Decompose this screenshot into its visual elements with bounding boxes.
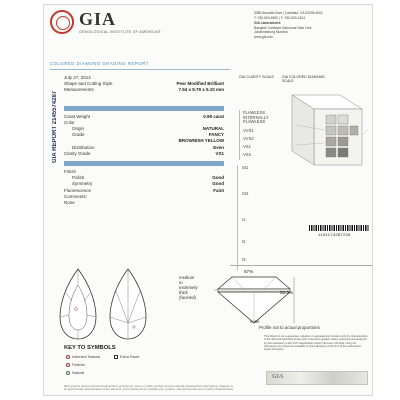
clarity-label: Clarity Grade [64,150,91,156]
pavilion-view-diagram [110,269,146,339]
scale-vs1: VS1 [243,144,251,149]
scale-i2: I2 [242,239,246,244]
additional-info-bar [64,161,224,166]
address-line2: T: 760-603-4500 | F: 760-603-1814 [254,15,306,20]
address-line1: 5355 Armada Drive | Carlsbad, CA 92008-4602 [254,11,323,15]
girdle-label-2: to [179,280,183,285]
clarity-value: VS1 [215,150,224,156]
lab-address [254,11,323,40]
report-number: GIA REPORT 2145574287 [52,90,58,163]
key-feather: Feather [66,363,85,367]
key-extra-facet: Extra Facet [114,355,139,359]
key-indented-natural: Indented Natural [66,355,100,359]
color-label: Color [64,119,75,125]
origin-label: Origin [72,126,85,132]
girdle-label-3: extremely [179,285,198,290]
header-divider [50,69,230,70]
lab-website: www.gia.edu [254,34,273,39]
culet-label: none [250,319,260,324]
symbols-fine-print: Red symbols denote internal characteristics (inclusions). Green or black symbols denote external characteristics (blemishes). Diagram is an approximate representation of the diamond, and symbols shown indicate type, position, and approximate size of clarity characteristics. [64,384,234,392]
clarity-scale-title: GIA CLARITY SCALE [239,75,274,79]
grade-value-2: BROWNISH YELLOW [178,138,224,144]
symmetry-value: Good [212,181,224,187]
feather-symbol-icon [66,363,70,367]
polish-value: Good [212,175,224,181]
color-scale-title: GIA COLORED DIAMOND SCALE [282,75,325,84]
grading-report-page [43,4,373,396]
report-barcode [309,225,369,231]
report-number-vertical [52,75,61,165]
girdle-label [179,275,198,300]
scale-si1: SI1 [242,165,249,170]
proportion-profile-diagram [194,267,314,325]
girdle-label-1: medium [179,275,195,280]
labs-line2: Johannesburg Mumbai [254,30,288,35]
natural-symbol-icon [66,371,70,375]
labs-label: GIA Laboratories [254,21,281,26]
polish-label: Polish [72,175,85,181]
extra-facet-symbol-icon [114,355,118,359]
distribution-label: Distribution [72,144,95,150]
symmetry-label: Symmetry [72,181,93,187]
depth-percentage: 53.5% [280,290,294,295]
clarity-scale [239,110,279,160]
clarity-row [64,151,224,157]
scale-flawless: FLAWLESS [243,110,266,115]
shape-label: Shape and Cutting Style [64,81,113,87]
measurements-value: 7.54 x 9.79 x 5.10 mm [178,87,224,93]
barcode-number: 1102174287226 [318,232,351,237]
crown-view-diagram [60,269,96,339]
report-details [64,75,224,206]
report-date: July 27, 2012 [64,75,91,80]
distribution-value: Even [213,144,224,150]
scale-i1: I1 [242,217,246,222]
labs-line1: Bangkok Carlsbad Gaborone New York [254,25,312,30]
scale-vs2: VS2 [243,152,251,157]
grade-value-1: FANCY [208,132,224,138]
origin-value: NATURAL [202,126,224,132]
profile-divider [230,265,373,266]
comments-value: None [64,200,75,206]
key-natural: Natural [66,371,84,375]
scale-i3: I3 [242,257,246,262]
report-disclaimer: This Report is not a guarantee, valuation or appraisal and contains only the characteristics of the diamond described herein after it has been graded, tested, examined and analyzed by GIA Laboratory under 10X magnification and/or has been inscribed, using the techniques and equipment available to GIA Laboratory at the time of the examination and/or inscription. [264,335,368,352]
clarity-scale-lower [237,165,277,270]
colored-diamond-scale-diagram [282,85,372,177]
scale-vvs1: VVS1 [243,128,254,133]
scale-vvs2: VVS2 [243,136,254,141]
fluorescence-value: Faint [213,187,224,193]
finish-label: Finish [64,169,77,175]
report-title: COLORED DIAMOND GRADING REPORT [50,61,149,66]
fluorescence-label: Fluorescence [64,187,92,193]
comments-label: Comments: [64,193,88,199]
hologram-gia-logo: GIA [272,374,284,380]
measurements-label: Measurements [64,87,94,93]
measurements-row [64,87,224,93]
gia-seal-icon [50,10,74,34]
girdle-label-5: (faceted) [179,295,196,300]
indented-natural-symbol-icon [66,355,70,359]
key-to-symbols-title: KEY TO SYMBOLS [64,345,116,351]
scale-si2: SI2 [242,191,249,196]
shape-value: Pear Modified Brilliant [176,81,224,87]
gia-logo: GIA [79,9,117,29]
clarity-plot-diagrams [54,263,154,343]
scale-internally-flawless: INTERNALLY FLAWLESS [243,115,269,125]
table-percentage: 57% [244,269,254,274]
profile-note: Profile not to actual proportions [259,325,320,330]
carat-value: 0.99 carat [203,113,224,119]
carat-label: Carat Weight [64,113,91,119]
girdle-label-4: thick [179,290,188,295]
grading-results-bar [64,106,224,111]
institute-name: GEMOLOGICAL INSTITUTE OF AMERICA® [79,30,161,34]
grade-label: Grade [72,132,85,138]
